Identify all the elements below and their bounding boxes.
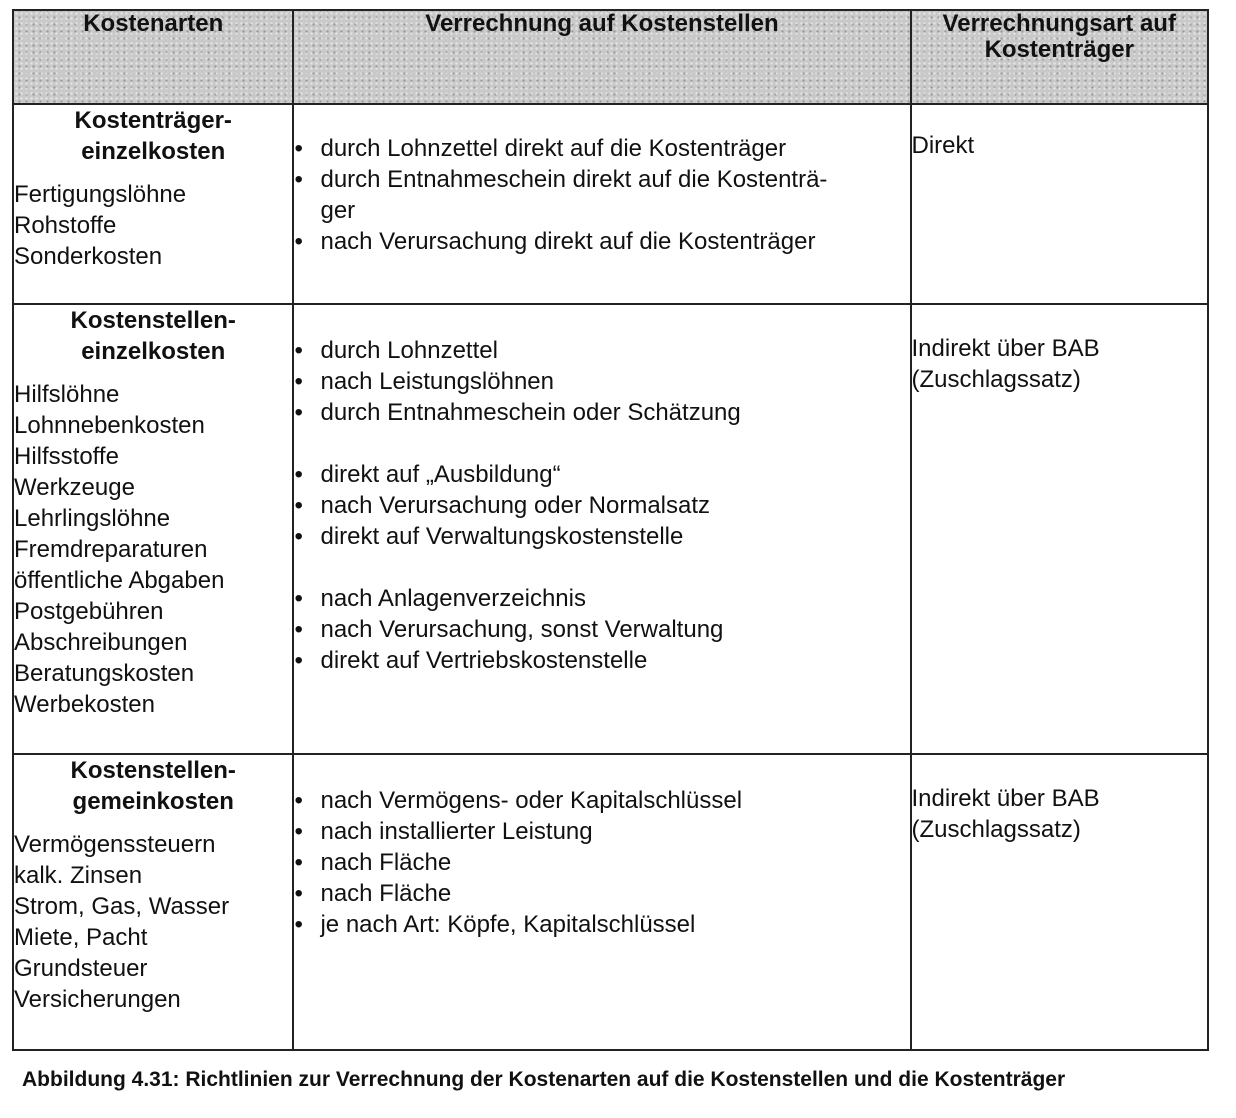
list-item: Postgebühren	[14, 598, 164, 625]
list-item: • direkt auf „Ausbildung“	[294, 459, 909, 490]
list-item: Lehrlingslöhne	[14, 505, 171, 532]
list-item: • durch Entnahmeschein direkt auf die Kostenträ-	[294, 164, 909, 195]
list-item: Hilfsstoffe	[14, 443, 119, 470]
list-item: Strom, Gas, Wasser	[14, 893, 230, 920]
header-row	[13, 10, 1208, 104]
list-item: • nach Verursachung direkt auf die Kostenträger	[294, 226, 909, 257]
figure-caption: Abbildung 4.31: Richtlinien zur Verrechnung der Kostenarten auf die Kostenstellen und die Kostenträger	[22, 1068, 1066, 1091]
list-item: • durch Lohnzettel direkt auf die Kostenträger	[294, 133, 909, 164]
list-item: • nach Fläche	[294, 847, 909, 878]
bullet-group	[294, 459, 909, 552]
list-item: • nach installierter Leistung	[294, 816, 909, 847]
cost-category-cell	[13, 304, 293, 754]
list-item: • nach Verursachung oder Normalsatz	[294, 490, 909, 521]
list-item: • nach Leistungslöhnen	[294, 366, 909, 397]
table-row	[13, 104, 1208, 304]
category-title: Kostenstellen- einzelkosten	[70, 307, 236, 365]
header-verrechnungsart-text: Verrechnungsart auf Kostenträger	[942, 10, 1176, 63]
cost-category-cell	[13, 104, 293, 304]
table-row	[13, 754, 1208, 1050]
bullet-group	[294, 133, 909, 257]
list-item: • nach Fläche	[294, 878, 909, 909]
allocation-cell	[293, 304, 910, 754]
list-item: Sonderkosten	[14, 243, 163, 270]
list-item: Fertigungslöhne	[14, 181, 187, 208]
list-item: • durch Entnahmeschein oder Schätzung	[294, 397, 909, 428]
allocation-type-cell: Direkt	[911, 104, 1209, 304]
category-items	[14, 829, 292, 1015]
list-item: • nach Vermögens- oder Kapitalschlüssel	[294, 785, 909, 816]
cost-category-cell	[13, 754, 293, 1050]
category-title: Kostenträger- einzelkosten	[74, 107, 232, 165]
list-item: Werbekosten	[14, 691, 155, 718]
list-item: Grundsteuer	[14, 955, 148, 982]
category-title: Kostenstellen- gemeinkosten	[70, 757, 236, 815]
list-item-continuation: ger	[320, 197, 356, 224]
list-item: • je nach Art: Köpfe, Kapitalschlüssel	[294, 909, 909, 940]
list-item: Beratungskosten	[14, 660, 195, 687]
list-item: • durch Lohnzettel	[294, 335, 909, 366]
header-verrechnung-kostenstellen: Verrechnung auf Kostenstellen	[293, 10, 910, 104]
list-item: • nach Anlagenverzeichnis	[294, 583, 909, 614]
list-item: Versicherungen	[14, 986, 181, 1013]
table-row	[13, 304, 1208, 754]
bullet-group	[294, 785, 909, 940]
list-item: • direkt auf Vertriebskostenstelle	[294, 645, 909, 676]
list-item: Fremdreparaturen	[14, 536, 208, 563]
list-item: Abschreibungen	[14, 629, 188, 656]
list-item: • nach Verursachung, sonst Verwaltung	[294, 614, 909, 645]
list-item: Hilfslöhne	[14, 381, 120, 408]
list-item: kalk. Zinsen	[14, 862, 143, 889]
header-verrechnungsart-kostentraeger	[911, 10, 1209, 104]
header-kostenarten: Kostenarten	[13, 10, 293, 104]
cost-allocation-table	[12, 9, 1209, 1051]
list-item: Vermögenssteuern	[14, 831, 216, 858]
list-item: Rohstoffe	[14, 212, 117, 239]
allocation-type-cell: Indirekt über BAB (Zuschlagssatz)	[911, 304, 1209, 754]
allocation-type-cell: Indirekt über BAB (Zuschlagssatz)	[911, 754, 1209, 1050]
bullet-group	[294, 335, 909, 428]
category-items	[14, 379, 292, 720]
list-item: öffentliche Abgaben	[14, 567, 225, 594]
allocation-cell	[293, 754, 910, 1050]
bullet-group	[294, 583, 909, 676]
list-item: Lohnnebenkosten	[14, 412, 205, 439]
category-items	[14, 179, 292, 272]
list-item: • direkt auf Verwaltungskostenstelle	[294, 521, 909, 552]
list-item: Miete, Pacht	[14, 924, 148, 951]
allocation-cell	[293, 104, 910, 304]
list-item: Werkzeuge	[14, 474, 135, 501]
